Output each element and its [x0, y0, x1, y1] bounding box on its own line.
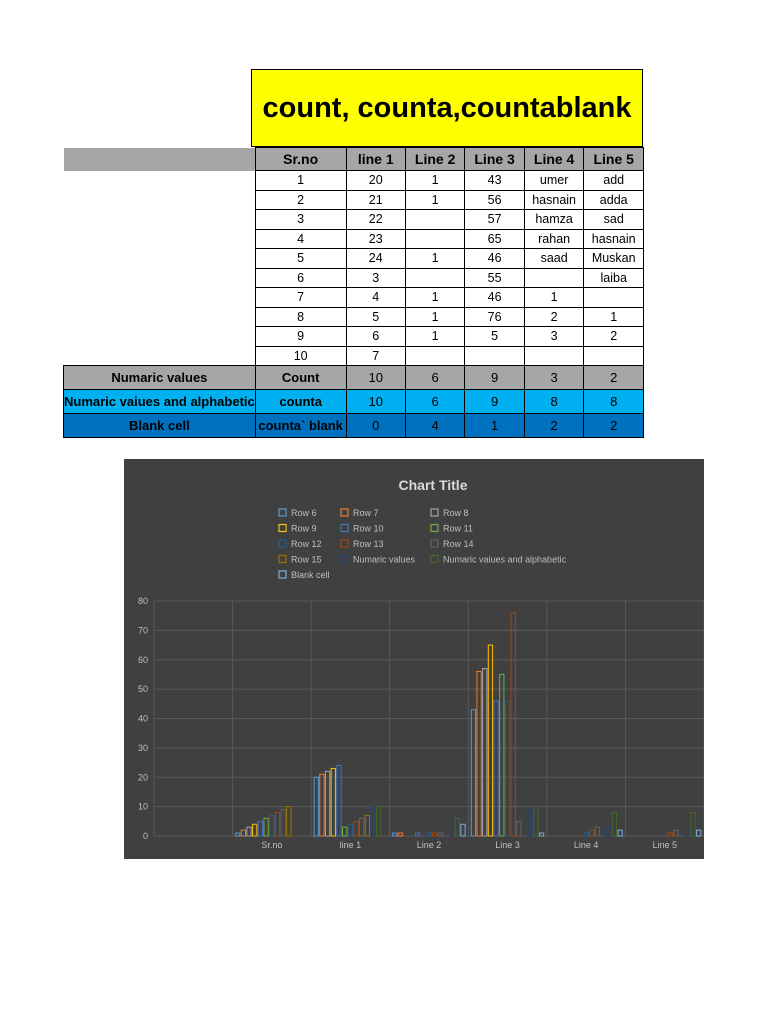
empty-cell — [64, 268, 256, 288]
bar-row-13[interactable] — [354, 821, 358, 836]
table-cell[interactable]: 3 — [346, 268, 405, 288]
table-cell[interactable] — [524, 268, 584, 288]
table-cell[interactable]: 24 — [346, 249, 405, 269]
summary-value[interactable]: 10 — [346, 390, 405, 414]
table-cell[interactable]: sad — [584, 210, 644, 230]
column-header[interactable]: Line 5 — [584, 148, 644, 171]
bar-row-9[interactable] — [331, 768, 335, 836]
bar-numaric-values[interactable] — [449, 818, 453, 836]
summary-label[interactable]: Numaric values — [64, 366, 256, 390]
bar-numaric-vaiues-and-alphabetic[interactable] — [691, 813, 695, 837]
empty-cell — [64, 190, 256, 210]
x-tick-label: Line 4 — [573, 840, 599, 850]
bar-row-14[interactable] — [281, 810, 285, 836]
bar-row-6[interactable] — [471, 710, 475, 836]
empty-cell — [64, 346, 256, 366]
bar-blank-cell[interactable] — [618, 830, 622, 836]
table-cell[interactable]: 57 — [465, 210, 524, 230]
summary-row — [64, 414, 644, 438]
summary-function[interactable]: Count — [255, 366, 346, 390]
bar-row-12[interactable] — [348, 824, 352, 836]
y-tick-label: 40 — [137, 713, 148, 724]
legend-swatch — [341, 509, 348, 516]
table-cell[interactable]: 46 — [465, 288, 524, 308]
table-cell[interactable]: 55 — [465, 268, 524, 288]
table-row — [64, 229, 644, 249]
summary-value[interactable]: 4 — [405, 414, 464, 438]
table-cell[interactable]: umer — [524, 171, 584, 191]
table-cell[interactable]: saad — [524, 249, 584, 269]
header-row — [64, 148, 644, 171]
table-cell[interactable]: 43 — [465, 171, 524, 191]
bar-row-12[interactable] — [505, 701, 509, 836]
table-cell[interactable] — [405, 229, 464, 249]
table-cell[interactable]: 1 — [405, 307, 464, 327]
table-row — [64, 307, 644, 327]
table-cell[interactable]: hasnain — [524, 190, 584, 210]
legend-swatch — [279, 525, 286, 532]
summary-value[interactable]: 6 — [405, 390, 464, 414]
table-cell[interactable]: 5 — [255, 249, 346, 269]
column-header[interactable]: line 1 — [346, 148, 405, 171]
table-cell[interactable]: 21 — [346, 190, 405, 210]
table-cell[interactable]: 56 — [465, 190, 524, 210]
legend-label[interactable]: Row 6 — [291, 508, 317, 518]
table-cell[interactable]: 20 — [346, 171, 405, 191]
y-tick-label: 10 — [137, 801, 148, 812]
bar-row-13[interactable] — [511, 613, 515, 836]
bar-row-15[interactable] — [365, 815, 369, 836]
summary-value[interactable]: 6 — [405, 366, 464, 390]
summary-value[interactable]: 2 — [524, 414, 584, 438]
table-cell[interactable]: 7 — [346, 346, 405, 366]
legend-label[interactable]: Row 14 — [443, 539, 474, 549]
bar-row-13[interactable] — [432, 833, 436, 836]
bar-row-10[interactable] — [494, 701, 498, 836]
y-tick-label: 20 — [137, 772, 148, 783]
summary-row — [64, 366, 644, 390]
empty-cell — [64, 307, 256, 327]
legend-label[interactable]: Row 13 — [353, 539, 384, 549]
table-cell[interactable]: 65 — [465, 229, 524, 249]
legend-label[interactable]: Numaric vaiues and alphabetic — [443, 554, 567, 565]
summary-value[interactable]: 9 — [465, 390, 524, 414]
empty-cell — [64, 327, 256, 347]
table-cell[interactable]: adda — [584, 190, 644, 210]
column-header[interactable]: Line 3 — [465, 148, 524, 171]
summary-value[interactable]: 2 — [584, 366, 644, 390]
summary-function[interactable]: counta — [255, 390, 346, 414]
bar-numaric-vaiues-and-alphabetic[interactable] — [612, 813, 616, 837]
bar-row-7[interactable] — [241, 830, 245, 836]
legend-swatch — [279, 556, 286, 563]
empty-cell — [64, 288, 256, 308]
table-cell[interactable]: add — [584, 171, 644, 191]
table-cell[interactable]: 1 — [405, 171, 464, 191]
table-cell[interactable]: 1 — [584, 307, 644, 327]
legend-label[interactable]: Row 8 — [443, 508, 469, 518]
table-cell[interactable]: 22 — [346, 210, 405, 230]
table-row — [64, 288, 644, 308]
bar-numaric-vaiues-and-alphabetic[interactable] — [534, 810, 538, 836]
legend-label[interactable]: Row 11 — [443, 523, 473, 534]
table-cell[interactable] — [584, 288, 644, 308]
bar-row-13[interactable] — [668, 833, 672, 836]
bar-row-12[interactable] — [427, 833, 431, 836]
legend-swatch — [431, 509, 438, 516]
y-tick-label: 50 — [137, 684, 148, 695]
legend-label[interactable]: Blank cell — [291, 570, 330, 580]
table-cell[interactable]: 5 — [465, 327, 524, 347]
table-cell[interactable]: 3 — [524, 327, 584, 347]
bar-row-11[interactable] — [500, 674, 504, 836]
table-row — [64, 210, 644, 230]
legend-swatch — [279, 509, 286, 516]
empty-cell — [64, 148, 256, 171]
bar-row-15[interactable] — [287, 807, 291, 836]
table-row — [64, 268, 644, 288]
bar-row-12[interactable] — [584, 833, 588, 836]
table-cell[interactable]: 9 — [255, 327, 346, 347]
table-cell[interactable]: 3 — [255, 210, 346, 230]
summary-value[interactable]: 1 — [465, 414, 524, 438]
empty-cell — [64, 249, 256, 269]
table-cell[interactable]: 2 — [255, 190, 346, 210]
table-cell[interactable]: 7 — [255, 288, 346, 308]
bar-row-11[interactable] — [343, 827, 347, 836]
table-cell[interactable]: 8 — [255, 307, 346, 327]
table-cell[interactable]: 1 — [405, 327, 464, 347]
bar-blank-cell[interactable] — [697, 830, 701, 836]
table-row — [64, 249, 644, 269]
table-cell[interactable] — [584, 346, 644, 366]
summary-value[interactable]: 8 — [584, 390, 644, 414]
table-cell[interactable] — [524, 346, 584, 366]
sheet-title-cell[interactable] — [251, 69, 643, 147]
bar-row-10[interactable] — [415, 833, 419, 836]
table-row — [64, 346, 644, 366]
table-row — [64, 327, 644, 347]
table-row — [64, 171, 644, 191]
legend-swatch — [431, 556, 438, 563]
summary-row — [64, 390, 644, 414]
table-cell[interactable]: Muskan — [584, 249, 644, 269]
table-cell[interactable]: 2 — [524, 307, 584, 327]
table-cell[interactable] — [405, 346, 464, 366]
bar-row-6[interactable] — [393, 833, 397, 836]
bar-chart[interactable] — [124, 459, 704, 859]
legend-label[interactable]: Numaric values — [353, 554, 416, 565]
legend-swatch — [431, 525, 438, 532]
x-tick-label: Sr.no — [261, 840, 283, 850]
bar-row-8[interactable] — [247, 827, 251, 836]
table-cell[interactable]: hasnain — [584, 229, 644, 249]
chart-title: Chart Title — [398, 477, 468, 493]
table-cell[interactable]: 1 — [255, 171, 346, 191]
y-tick-label: 70 — [137, 625, 148, 636]
table-cell[interactable]: 2 — [584, 327, 644, 347]
bar-row-14[interactable] — [517, 821, 521, 836]
bar-row-7[interactable] — [477, 672, 481, 837]
bar-row-13[interactable] — [590, 830, 594, 836]
table-row — [64, 190, 644, 210]
table-cell[interactable] — [465, 346, 524, 366]
bar-row-14[interactable] — [595, 827, 599, 836]
bar-numaric-values[interactable] — [528, 810, 532, 836]
table-cell[interactable]: rahan — [524, 229, 584, 249]
summary-label[interactable]: Numaric vaiues and alphabetic — [64, 390, 256, 414]
bar-blank-cell[interactable] — [461, 824, 465, 836]
table-cell[interactable]: 4 — [255, 229, 346, 249]
bar-blank-cell[interactable] — [539, 833, 543, 836]
table-cell[interactable]: 1 — [405, 249, 464, 269]
y-tick-label: 80 — [137, 596, 148, 606]
summary-value[interactable]: 0 — [346, 414, 405, 438]
x-tick-label: line 1 — [339, 840, 362, 850]
bar-row-9[interactable] — [253, 824, 257, 836]
legend-swatch — [279, 540, 286, 547]
x-tick-label: Line 3 — [495, 840, 520, 850]
table-cell[interactable]: 23 — [346, 229, 405, 249]
table-cell[interactable]: 10 — [255, 346, 346, 366]
table-cell[interactable] — [405, 210, 464, 230]
bar-row-14[interactable] — [674, 830, 678, 836]
bar-row-14[interactable] — [360, 818, 364, 836]
bar-row-12[interactable] — [270, 815, 274, 836]
bar-numaric-values[interactable] — [607, 827, 611, 836]
empty-cell — [64, 229, 256, 249]
chart-canvas — [124, 459, 704, 859]
x-tick-label: Line 2 — [416, 840, 442, 850]
summary-value[interactable]: 2 — [584, 414, 644, 438]
summary-value[interactable]: 8 — [524, 390, 584, 414]
data-table — [63, 147, 644, 438]
bar-row-8[interactable] — [325, 771, 329, 836]
legend-swatch — [341, 525, 348, 532]
legend-swatch — [341, 556, 348, 563]
table-cell[interactable]: 4 — [346, 288, 405, 308]
bar-numaric-values[interactable] — [371, 807, 375, 836]
bar-row-13[interactable] — [275, 813, 279, 837]
legend-label[interactable]: Row 9 — [291, 523, 317, 534]
summary-label[interactable]: Blank cell — [64, 414, 256, 438]
bar-row-8[interactable] — [483, 669, 487, 836]
bar-numaric-values[interactable] — [685, 830, 689, 836]
table-cell[interactable]: laiba — [584, 268, 644, 288]
summary-function[interactable]: counta` blank — [255, 414, 346, 438]
legend-swatch — [279, 571, 286, 578]
legend-swatch — [341, 540, 348, 547]
y-tick-label: 0 — [142, 831, 148, 841]
bar-row-7[interactable] — [320, 774, 324, 836]
column-header[interactable]: Line 4 — [524, 148, 584, 171]
summary-value[interactable]: 3 — [524, 366, 584, 390]
summary-value[interactable]: 9 — [465, 366, 524, 390]
spreadsheet — [63, 69, 644, 439]
table-cell[interactable]: 5 — [346, 307, 405, 327]
bar-numaric-vaiues-and-alphabetic[interactable] — [455, 818, 459, 836]
legend-label[interactable]: Row 10 — [353, 523, 384, 534]
legend-label[interactable]: Row 15 — [291, 554, 322, 565]
table-cell[interactable] — [405, 268, 464, 288]
bar-row-6[interactable] — [236, 833, 240, 836]
empty-cell — [64, 210, 256, 230]
empty-cell — [64, 171, 256, 191]
bar-row-11[interactable] — [264, 818, 268, 836]
table-cell[interactable]: 1 — [524, 288, 584, 308]
bar-row-9[interactable] — [488, 645, 492, 836]
bar-numaric-vaiues-and-alphabetic[interactable] — [377, 807, 381, 836]
y-tick-label: 60 — [137, 654, 148, 665]
table-cell[interactable]: 6 — [255, 268, 346, 288]
legend-swatch — [431, 540, 438, 547]
column-header[interactable]: Line 2 — [405, 148, 464, 171]
table-cell[interactable]: 1 — [405, 288, 464, 308]
table-cell[interactable]: 76 — [465, 307, 524, 327]
sheet-title: count, counta,countablank — [262, 91, 632, 124]
summary-value[interactable]: 10 — [346, 366, 405, 390]
table-cell[interactable]: hamza — [524, 210, 584, 230]
table-cell[interactable]: 6 — [346, 327, 405, 347]
table-cell[interactable]: 1 — [405, 190, 464, 210]
y-tick-label: 30 — [137, 742, 148, 753]
bar-row-10[interactable] — [337, 766, 341, 837]
legend-label[interactable]: Row 12 — [291, 539, 322, 549]
column-header[interactable]: Sr.no — [255, 148, 346, 171]
bar-row-14[interactable] — [438, 833, 442, 836]
bar-row-7[interactable] — [398, 833, 402, 836]
table-cell[interactable]: 46 — [465, 249, 524, 269]
bar-row-10[interactable] — [258, 821, 262, 836]
x-tick-label: Line 5 — [652, 840, 677, 850]
legend-label[interactable]: Row 7 — [353, 508, 379, 518]
